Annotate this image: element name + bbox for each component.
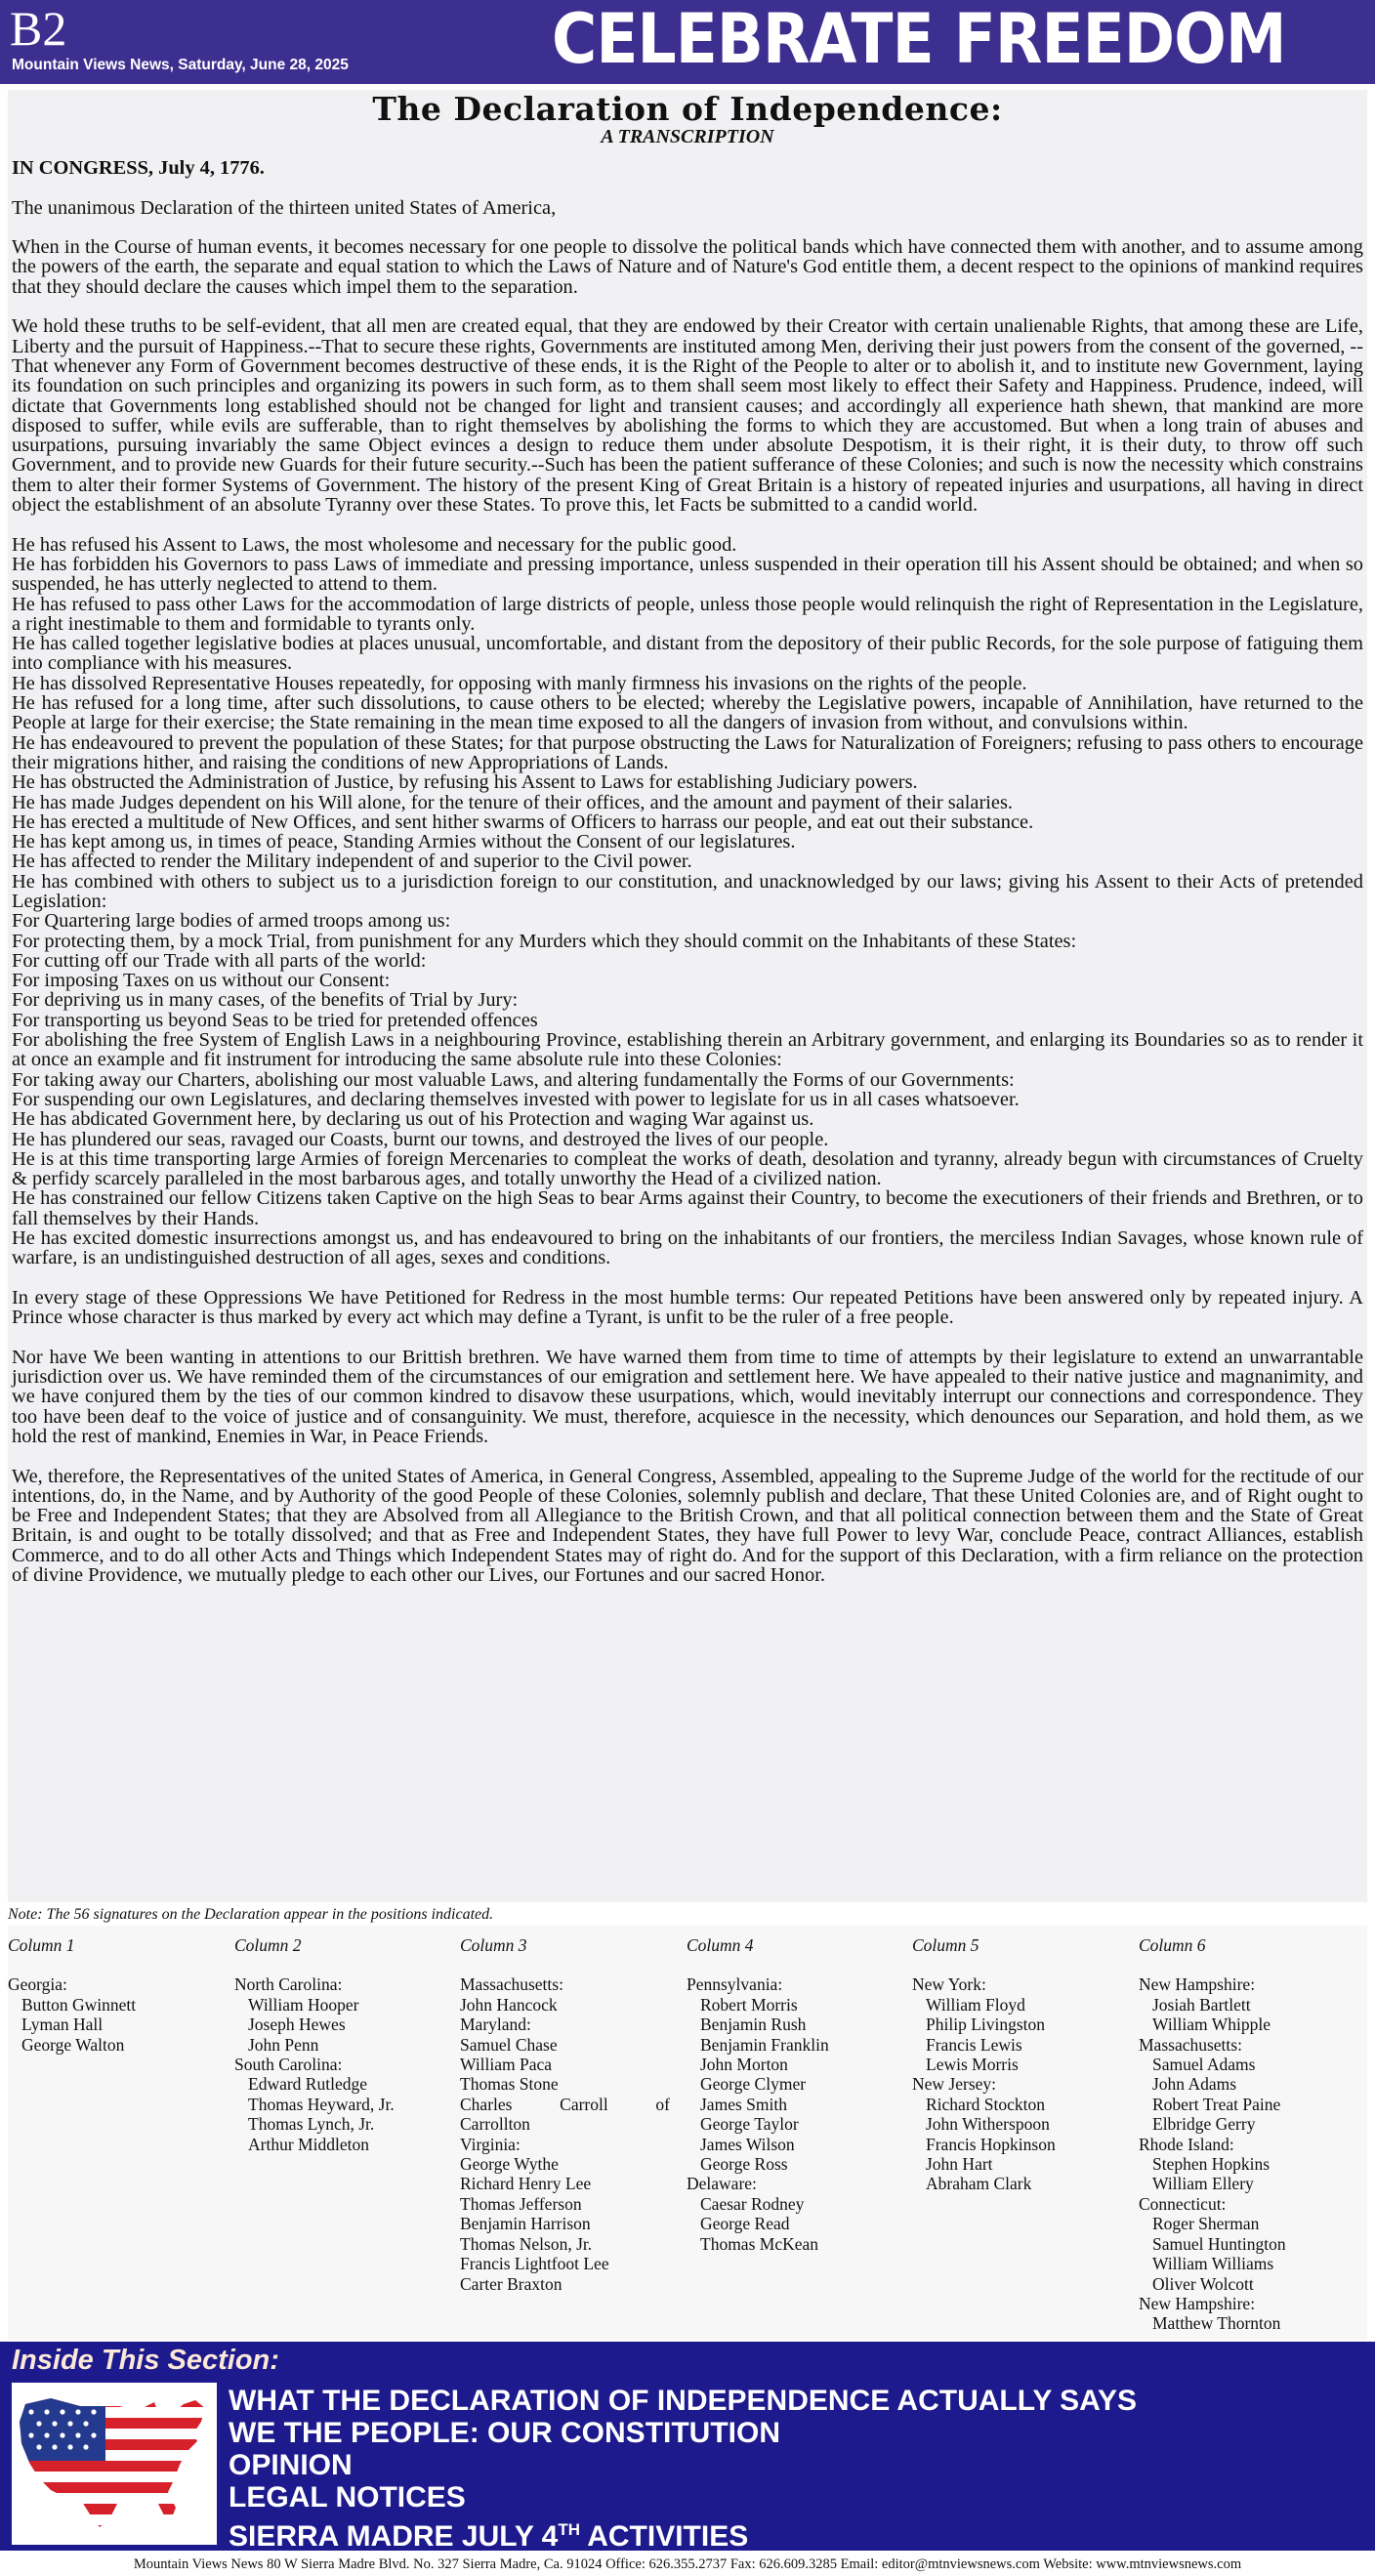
paragraph: For protecting them, by a mock Trial, from punishment for any Murders which they should commit on the Inhabitants of these States:	[12, 930, 1077, 952]
signer-name: Benjamin Franklin	[700, 2034, 829, 2055]
paragraph: When in the Course of human events, it becomes necessary for one people to dissolve the political bands which have connected them with another, and to assume among the powers of the earth, the separate and equal station to which the Laws of Nature and of Nature's God entitle them, a decent respect to the opinions of mankind requires that they should declare the causes which impel them to the separation.	[12, 236, 1363, 298]
paragraph: For abolishing the free System of English Laws in a neighbouring Province, establishing therein an Arbitrary government, and enlarging its Boundaries so as to render it at once an example and fit instrument for introducing the same absolute rule into these Colonies:	[12, 1029, 1363, 1071]
signature-column-2	[234, 1935, 444, 2154]
signer-name: John Witherspoon	[926, 2114, 1050, 2135]
signer-name: Richard Stockton	[926, 2094, 1045, 2114]
signer-name: Robert Treat Paine	[1152, 2094, 1281, 2114]
signer-name: William Floyd	[926, 1994, 1025, 2015]
paragraph-gap	[12, 1446, 1363, 1466]
inside-item-text: SIERRA MADRE JULY 4	[229, 2520, 559, 2553]
signer-name: John Morton	[700, 2055, 788, 2075]
article-body	[12, 158, 1363, 1585]
signer-name: John Hart	[926, 2154, 993, 2175]
paragraph: He has affected to render the Military independent of and superior to the Civil power.	[12, 851, 692, 873]
signer-name: Samuel Chase	[460, 2034, 558, 2055]
signature-state: New Hampshire:	[1139, 2293, 1256, 2313]
signer-name: Samuel Adams	[1152, 2055, 1256, 2075]
paragraph: He has dissolved Representative Houses repeatedly, for opposing with manly firmness his invasions on the rights of the people.	[12, 672, 1027, 694]
signature-column-5	[912, 1935, 1122, 2194]
inside-item-text: WHAT THE DECLARATION OF INDEPENDENCE ACTUALLY SAYS	[229, 2385, 1138, 2417]
paragraph: He has kept among us, in times of peace, Standing Armies without the Consent of our legislatures.	[12, 831, 796, 853]
signature-state: North Carolina:	[234, 1974, 343, 1995]
signature-state: Georgia:	[8, 1974, 67, 1995]
paragraph: For suspending our own Legislatures, and declaring themselves invested with power to legislate for us in all cases whatsoever.	[12, 1088, 1020, 1110]
signer-name: Matthew Thornton	[1152, 2313, 1281, 2334]
signer-name: Abraham Clark	[926, 2174, 1032, 2194]
signer-name: Stephen Hopkins	[1152, 2154, 1271, 2175]
section-title	[552, 0, 1286, 79]
signature-state: New York:	[912, 1974, 986, 1995]
article-subtitle: A TRANSCRIPTION	[601, 126, 774, 147]
signer-name: George Ross	[700, 2154, 788, 2175]
paragraph: For Quartering large bodies of armed troops among us:	[12, 910, 451, 933]
signer-name: Josiah Bartlett	[1152, 1994, 1251, 2015]
signature-column-heading: Column 2	[234, 1935, 302, 1955]
paragraph: He has refused to pass other Laws for the accommodation of large districts of people, unless those people would relinquish the right of Representation in the Legislature, a right inestimable to them and formidable to tyrants only.	[12, 593, 1363, 635]
signature-state: Pennsylvania:	[687, 1974, 783, 1995]
paragraph: IN CONGRESS, July 4, 1776.	[12, 157, 265, 179]
paragraph: He has combined with others to subject us to a jurisdiction foreign to our constitution, and unacknowledged by our laws; giving his Assent to their Acts of pretended Legislation:	[12, 870, 1363, 912]
signer-name: Richard Henry Lee	[460, 2174, 592, 2194]
signature-state: Delaware:	[687, 2174, 757, 2194]
paragraph-gap	[12, 1328, 1363, 1348]
signer-name: William Williams	[1152, 2254, 1274, 2274]
signer-name: John Adams	[1152, 2074, 1237, 2095]
paragraph: He has endeavoured to prevent the population of these States; for that purpose obstructing the Laws for Naturalization of Foreigners; refusing to pass others to encourage their migrations hither, and raising the conditions of new Appropriations of Lands.	[12, 731, 1363, 773]
signer-name: William Whipple	[1152, 2015, 1271, 2035]
signature-column-heading: Column 6	[1139, 1935, 1206, 1955]
signature-state: Rhode Island:	[1139, 2134, 1234, 2154]
signer-name: Thomas Lynch, Jr.	[248, 2114, 375, 2135]
signature-column-3	[460, 1935, 670, 2294]
inside-this-section	[0, 2342, 1375, 2551]
signature-state: New Jersey:	[912, 2074, 997, 2095]
signer-name: Benjamin Harrison	[460, 2214, 591, 2234]
signer-name: James Wilson	[700, 2134, 795, 2154]
inside-item-superscript: TH	[558, 2520, 580, 2539]
signer-name: Thomas Jefferson	[460, 2193, 582, 2214]
paragraph: We, therefore, the Representatives of the united States of America, in General Congress, Assembled, appealing to the Supreme Judge of the world for the rectitude of our intentions, do, in the Name, and by Authority of the good People of these Colonies, solemnly publish and declare, That these United Colonies are, and of Right ought to be Free and Independent States; that they are Absolved from all Allegiance to the British Crown, and that all political connection between them and the State of Great Britain, is and ought to be totally dissolved; and that as Free and Independent States, they have full Power to levy War, conclude Peace, contract Alliances, establish Commerce, and to do all other Acts and Things which Independent States may of right do. And for the support of this Declaration, with a firm reliance on the protection of divine Providence, we mutually pledge to each other our Lives, our Fortunes and our sacred Honor.	[12, 1465, 1363, 1587]
inside-label: Inside This Section:	[12, 2345, 279, 2376]
paragraph: Nor have We been wanting in attentions to our Brittish brethren. We have warned them from time to time of attempts by their legislature to extend an unwarrantable jurisdiction over us. We have reminded them of the circumstances of our emigration and settlement here. We have appealed to their native justice and magnanimity, and we have conjured them by the ties of our common kindred to disavow these usurpations, which, would inevitably interrupt our connections and correspondence. They too have been deaf to the voice of justice and of consanguinity. We must, therefore, acquiesce in the necessity, which denounces our Separation, and hold them, as we hold the rest of mankind, Enemies in War, in Peace Friends.	[12, 1346, 1363, 1447]
footer-contact: Mountain Views News 80 W Sierra Madre Blvd. No. 327 Sierra Madre, Ca. 91024 Office: 626.355.2737 Fax: 626.609.3285 Email: editor@mtnviewsnews.com Website: www.mtnviewsnews.com	[133, 2556, 1242, 2572]
signer-name: George Read	[700, 2214, 790, 2234]
signer-name: John Penn	[248, 2034, 319, 2055]
signer-name: Francis Hopkinson	[926, 2134, 1056, 2154]
signer-name: Lewis Morris	[926, 2055, 1019, 2075]
signature-state: Maryland:	[460, 2015, 531, 2035]
paragraph: He has refused for a long time, after such dissolutions, to cause others to be elected; whereby the Legislative powers, incapable of Annihilation, have returned to the People at large for their exercise; the State remaining in the mean time exposed to all the dangers of invasion from without, and convulsions within.	[12, 692, 1363, 734]
inside-item-text: LEGAL NOTICES	[229, 2481, 466, 2514]
signature-column-heading: Column 1	[8, 1935, 75, 1955]
inside-item-text: OPINION	[229, 2449, 353, 2481]
signer-name: James Smith	[700, 2094, 787, 2114]
inside-item-text: WE THE PEOPLE: OUR CONSTITUTION	[229, 2417, 781, 2449]
paragraph: In every stage of these Oppressions We have Petitioned for Redress in the most humble terms: Our repeated Petitions have been answered only by repeated injury. A Prince whose character is thus marked by every act which may define a Tyrant, is unfit to be the ruler of a free people.	[12, 1286, 1363, 1329]
paragraph: He has called together legislative bodies at places unusual, uncomfortable, and distant from the depository of their public Records, for the sole purpose of fatiguing them into compliance with his measures.	[12, 633, 1363, 675]
signature-state: Massachusetts:	[460, 1974, 563, 1995]
paragraph: For taking away our Charters, abolishing our most valuable Laws, and altering fundamentally the Forms of our Governments:	[12, 1068, 1015, 1091]
page-number: B2	[10, 1, 67, 56]
signer-name: Carter Braxton	[460, 2273, 562, 2294]
paragraph-gap	[12, 515, 1363, 534]
signer-name: William Paca	[460, 2055, 553, 2075]
paragraph: He has abdicated Government here, by declaring us out of his Protection and waging War against us.	[12, 1108, 814, 1131]
signer-name: Oliver Wolcott	[1152, 2273, 1254, 2294]
paragraph: For cutting off our Trade with all parts of the world:	[12, 949, 427, 972]
signer-name: Robert Morris	[700, 1994, 798, 2015]
signer-name: George Clymer	[700, 2074, 807, 2095]
paragraph: He has forbidden his Governors to pass Laws of immediate and pressing importance, unless suspended in their operation till his Assent should be obtained; and when so suspended, he has utterly neglected to attend to them.	[12, 553, 1363, 596]
signer-name: Carrollton	[460, 2114, 530, 2135]
signature-state: South Carolina:	[234, 2055, 343, 2075]
signer-name: Roger Sherman	[1152, 2214, 1260, 2234]
paragraph-gap	[12, 297, 1363, 316]
paragraph: He has obstructed the Administration of Justice, by refusing his Assent to Laws for establishing Judiciary powers.	[12, 771, 918, 794]
signature-column-heading: Column 4	[687, 1935, 754, 1955]
signature-column-heading: Column 3	[460, 1935, 527, 1955]
inside-item[interactable]	[229, 2385, 1137, 2417]
signature-column-1	[8, 1935, 218, 2055]
signatures-note: Note: The 56 signatures on the Declaration appear in the positions indicated.	[8, 1906, 494, 1923]
paragraph: He has excited domestic insurrections amongst us, and has endeavoured to bring on the inhabitants of our frontiers, the merciless Indian Savages, whose known rule of warfare, is an undistinguished destruction of all ages, sexes and conditions.	[12, 1227, 1363, 1269]
paragraph: For imposing Taxes on us without our Consent:	[12, 970, 391, 992]
signature-column-heading: Column 5	[912, 1935, 979, 1955]
paragraph: We hold these truths to be self-evident, that all men are created equal, that they are endowed by their Creator with certain unalienable Rights, that among these are Life, Liberty and the pursuit of Happiness.--That to secure these rights, Governments are instituted among Men, deriving their just powers from the consent of the governed, --That whenever any Form of Government becomes destructive of these ends, it is the Right of the People to alter or to abolish it, and to institute new Government, laying its foundation on such principles and organizing its powers in such form, as to them shall seem most likely to effect their Safety and Happiness. Prudence, indeed, will dictate that Governments long established should not be changed for light and transient causes; and accordingly all experience hath shewn, that mankind are more disposed to suffer, while evils are sufferable, than to right themselves by abolishing the forms to which they are accustomed. But when a long train of abuses and usurpations, pursuing invariably the same Object evinces a design to reduce them under absolute Despotism, it is their right, it is their duty, to throw off such Government, and to provide new Guards for their future security.--Such has been the patient sufferance of these Colonies; and such is now the necessity which constrains them to alter their former Systems of Government. The history of the present King of Great Britain is a history of repeated injuries and usurpations, all having in direct object the establishment of an absolute Tyranny over these States. To prove this, let Facts be submitted to a candid world.	[12, 315, 1363, 517]
signer-name: Thomas Stone	[460, 2074, 559, 2095]
signer-name: Edward Rutledge	[248, 2074, 367, 2095]
signer-name: William Ellery	[1152, 2174, 1254, 2194]
inside-item[interactable]	[229, 2514, 1137, 2553]
paragraph: He has refused his Assent to Laws, the most wholesome and necessary for the public good.	[12, 533, 737, 556]
inside-item[interactable]	[229, 2481, 1137, 2514]
signature-state: Virginia:	[460, 2134, 521, 2154]
paragraph: He has constrained our fellow Citizens taken Captive on the high Seas to bear Arms against their Country, to become the executioners of their friends and Brethren, or to fall themselves by their Hands.	[12, 1187, 1363, 1229]
dateline: Mountain Views News, Saturday, June 28, 2025	[12, 57, 349, 73]
paragraph: He has made Judges dependent on his Will alone, for the tenure of their offices, and the amount and payment of their salaries.	[12, 791, 1014, 813]
paragraph: He has plundered our seas, ravaged our Coasts, burnt our towns, and destroyed the lives of our people.	[12, 1128, 829, 1150]
paragraph: For transporting us beyond Seas to be tried for pretended offences	[12, 1009, 538, 1031]
signature-state: Connecticut:	[1139, 2193, 1227, 2214]
signer-name: Thomas Heyward, Jr.	[248, 2094, 395, 2114]
signer-name: Arthur Middleton	[248, 2134, 369, 2154]
paragraph: The unanimous Declaration of the thirteen united States of America,	[12, 196, 557, 219]
paragraph-gap	[12, 1268, 1363, 1288]
signer-name: Joseph Hewes	[248, 2015, 346, 2035]
signer-name: George Taylor	[700, 2114, 799, 2135]
signer-name: Lyman Hall	[21, 2015, 104, 2035]
inside-item-suffix: ACTIVITIES	[579, 2520, 749, 2553]
signer-name: Francis Lightfoot Lee	[460, 2254, 609, 2274]
paragraph: He is at this time transporting large Armies of foreign Mercenaries to compleat the works of death, desolation and tyranny, already begun with circumstances of Cruelty & perfidy scarcely paralleled in the most barbarous ages, and totally unworthy the Head of a civilized nation.	[12, 1147, 1363, 1190]
inside-item[interactable]	[229, 2449, 1137, 2481]
us-flag-map-icon	[12, 2383, 217, 2545]
signer-name: George Walton	[21, 2034, 125, 2055]
paragraph: For depriving us in many cases, of the benefits of Trial by Jury:	[12, 989, 519, 1012]
article-title: The Declaration of Independence:	[372, 90, 1003, 128]
paragraph-gap	[12, 178, 1363, 197]
paragraph: He has erected a multitude of New Offices, and sent hither swarms of Officers to harrass our people, and eat out their substance.	[12, 810, 1034, 833]
signer-name: William Hooper	[248, 1994, 359, 2015]
signer-name: Thomas Nelson, Jr.	[460, 2233, 593, 2254]
signer-name: Button Gwinnett	[21, 1994, 137, 2015]
signature-column-4	[687, 1935, 896, 2254]
signature-column-6	[1139, 1935, 1349, 2334]
section-title-text: CELEBRATE FREEDOM	[552, 0, 1286, 79]
signatures-table	[8, 1926, 1367, 2340]
signer-name: Benjamin Rush	[700, 2015, 807, 2035]
signer-name: Thomas McKean	[700, 2233, 819, 2254]
declaration-article	[8, 90, 1367, 1902]
signer-name: Francis Lewis	[926, 2034, 1022, 2055]
signature-state: New Hampshire:	[1139, 1974, 1256, 1995]
signer-name: George Wythe	[460, 2154, 559, 2175]
signer-name: Samuel Huntington	[1152, 2233, 1286, 2254]
inside-item[interactable]	[229, 2417, 1137, 2449]
paragraph-gap	[12, 218, 1363, 237]
signer-name: John Hancock	[460, 1994, 558, 2015]
signature-state: Massachusetts:	[1139, 2034, 1242, 2055]
signer-name: Charles Carroll of	[460, 2094, 670, 2114]
masthead	[0, 0, 1375, 84]
signer-name: Philip Livingston	[926, 2015, 1046, 2035]
signer-name: Elbridge Gerry	[1152, 2114, 1256, 2135]
signer-name: Caesar Rodney	[700, 2193, 805, 2214]
inside-list	[229, 2385, 1137, 2553]
